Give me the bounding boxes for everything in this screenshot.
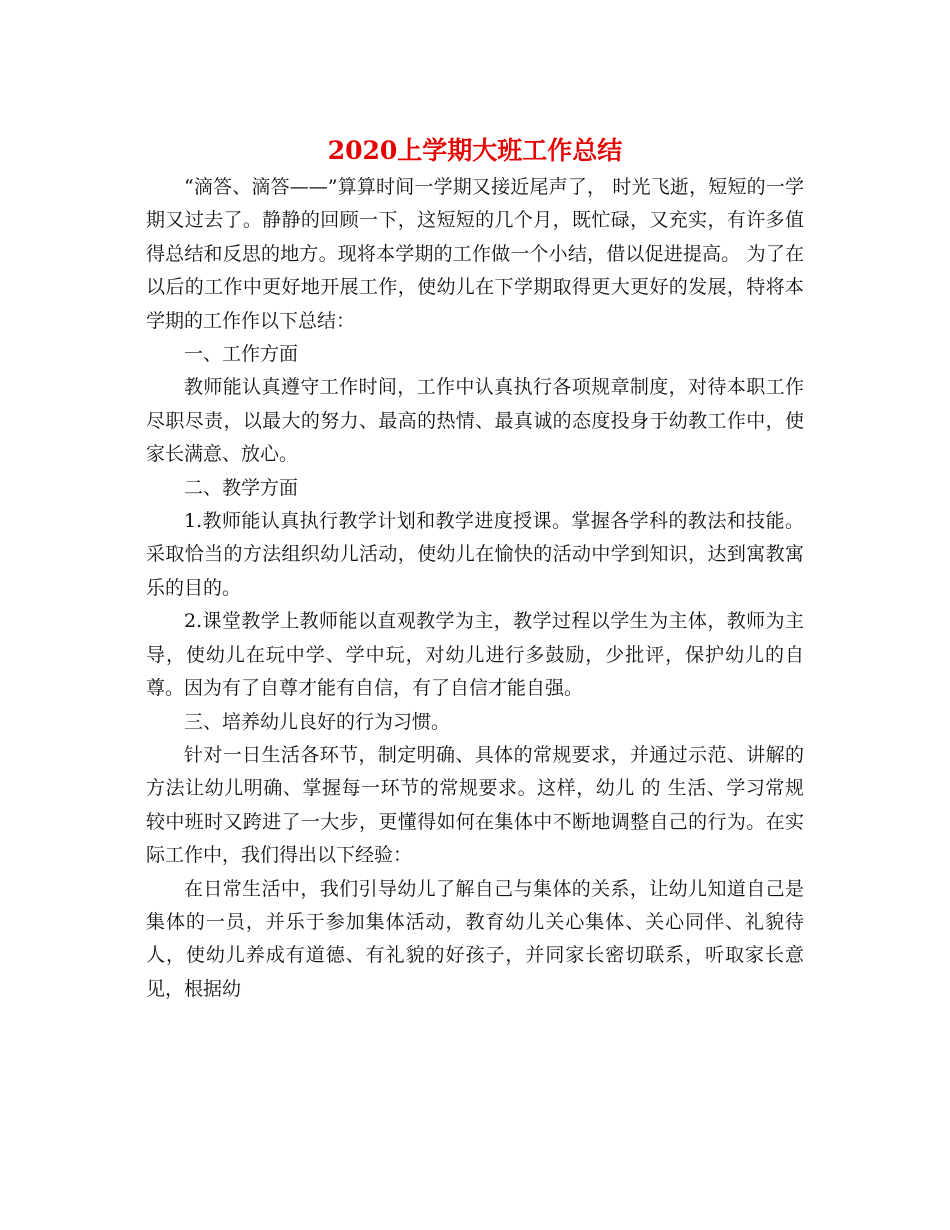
intro-paragraph: “滴答、滴答——”算算时间一学期又接近尾声了， 时光飞逝，短短的一学期又过去了。静静的回顾一下，这短短的几个月，既忙碌，又充实，有许多值得总结和反思的地方。现将本学期的工作做一个小结，借以促进提高。 为了在以后的工作中更好地开展工作，使幼儿在下学期取得更大更好的发展，特将本学期的工作作以下总结：	[146, 176, 804, 332]
work-paragraph: 教师能认真遵守工作时间，工作中认真执行各项规章制度，对待本职工作尽职尽责，以最大的努力、最高的热情、最真诚的态度投身于幼教工作中，使家长满意、放心。	[146, 376, 804, 466]
section-heading-habits: 三、培养幼儿良好的行为习惯。	[184, 710, 451, 733]
document-body	[146, 171, 804, 1006]
document-title: 2020上学期大班工作总结	[327, 136, 623, 165]
teaching-paragraph-1: 1.教师能认真执行教学计划和教学进度授课。掌握各学科的教法和技能。采取恰当的方法组织幼儿活动，使幼儿在愉快的活动中学到知识，达到寓教寓乐的目的。	[146, 510, 804, 599]
habits-paragraph-1: 针对一日生活各环节，制定明确、具体的常规要求，并通过示范、讲解的方法让幼儿明确、掌握每一环节的常规要求。这样，幼儿 的 生活、学习常规较中班时又跨进了一大步，更懂得如何在集体中不断地调整自己的行为。在实际工作中，我们得出以下经验：	[146, 743, 804, 867]
section-heading-teaching: 二、教学方面	[184, 476, 299, 499]
habits-paragraph-2: 在日常生活中，我们引导幼儿了解自己与集体的关系，让幼儿知道自己是集体的一员，并乐于参加集体活动，教育幼儿关心集体、关心同伴、礼貌待人，使幼儿养成有道德、有礼貌的好孩子，并同家长密切联系，听取家长意见，根据幼	[146, 877, 804, 1000]
teaching-paragraph-2: 2.课堂教学上教师能以直观教学为主，教学过程以学生为主体，教师为主导，使幼儿在玩中学、学中玩，对幼儿进行多鼓励，少批评，保护幼儿的自尊。因为有了自尊才能有自信，有了自信才能自强。	[146, 610, 804, 700]
section-heading-work: 一、工作方面	[184, 343, 299, 366]
